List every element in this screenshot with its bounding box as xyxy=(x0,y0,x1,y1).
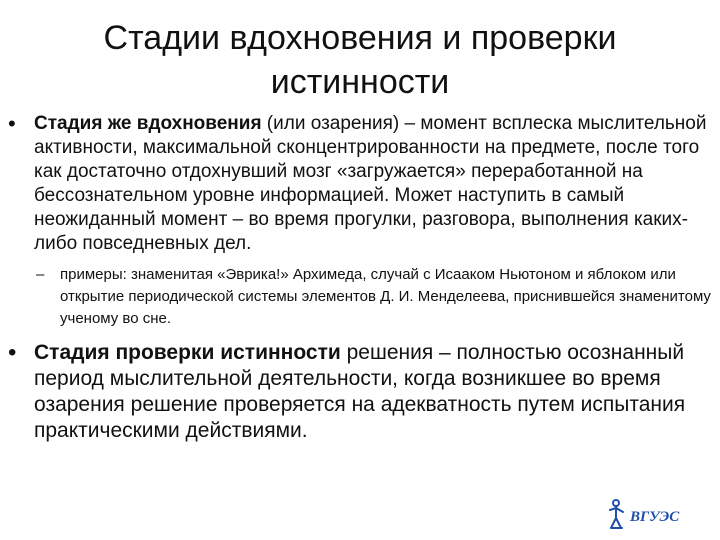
bullet-marker: • xyxy=(8,111,16,136)
sub-bullet-text: примеры: знаменитая «Эврика!» Архимеда, случай с Исааком Ньютоном и яблоком или открытие периодической системы элементов Д. И. Менделеева, приснившейся знаменитому ученому во сне. xyxy=(60,266,711,327)
bullet-term: Стадия проверки истинности xyxy=(34,341,341,364)
bullet-verification-stage xyxy=(8,340,714,444)
bullet-description: решения – полностью осознанный период мыслительной деятельности, когда возникшее во время озарения решение проверяется на адекватность путем испытания практическими действиями. xyxy=(34,341,686,442)
bullet-marker: • xyxy=(8,339,17,366)
sub-bullet-examples xyxy=(36,264,714,330)
logo-text: ВГУЭС xyxy=(630,509,680,525)
slide-content xyxy=(8,112,714,444)
bullet-description: (или озарения) – момент всплеска мыслительной активности, максимальной сконцентрированности на предмете, после того как достаточно отдохнувший мозг «загружается» переработанной на бессознательном уровне информацией. Может наступить в самый неожиданный момент – во время прогулки, разговора, выполнения каких-либо повседневных дел. xyxy=(34,113,707,254)
sub-bullet-marker: – xyxy=(36,266,45,283)
bullet-text xyxy=(34,340,714,444)
bullet-text xyxy=(34,112,714,256)
university-logo-icon xyxy=(606,496,692,532)
bullet-inspiration-stage xyxy=(8,112,714,256)
bullet-term: Стадия же вдохновения xyxy=(34,113,262,134)
slide-title: Стадии вдохновения и проверки истинности xyxy=(103,19,617,101)
